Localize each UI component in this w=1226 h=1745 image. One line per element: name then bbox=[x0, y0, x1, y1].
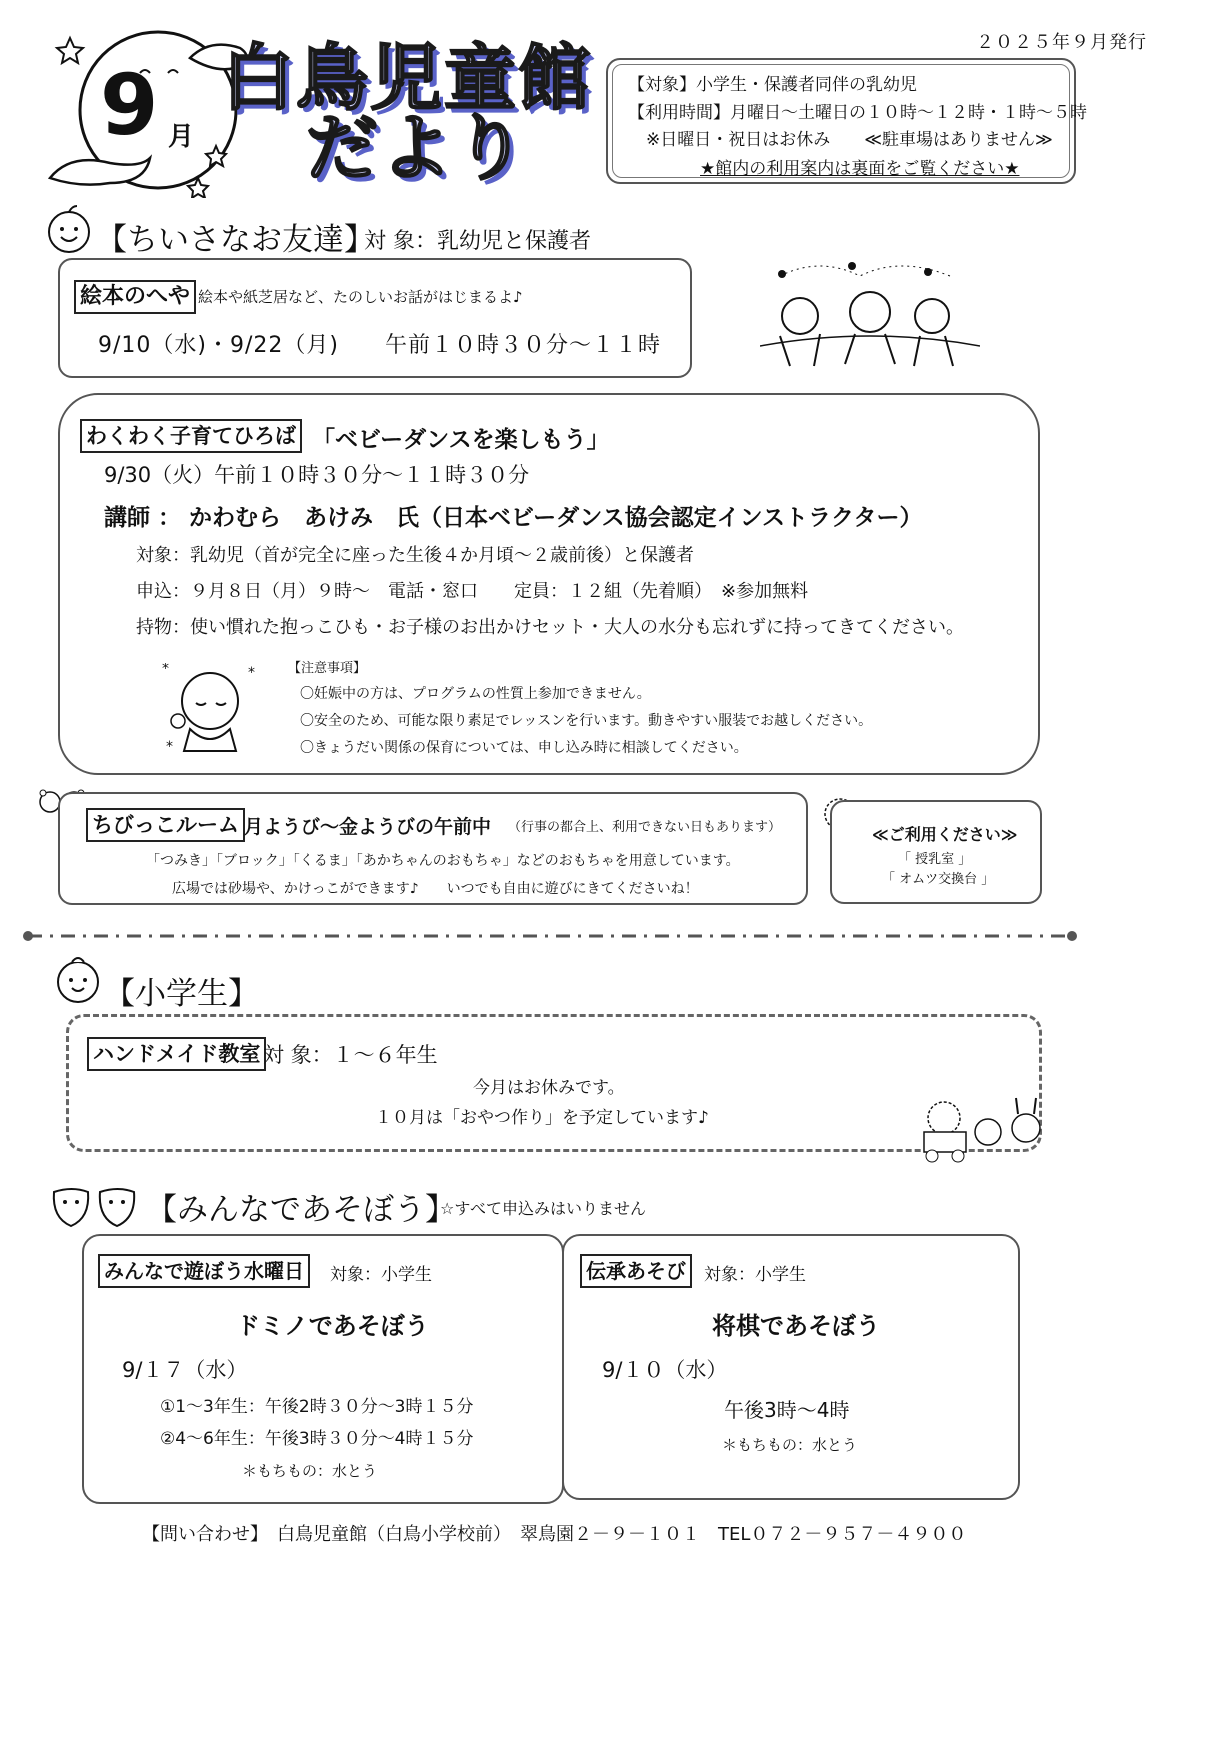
wednesday-time1: ①1～3年生：午後2時３０分～3時１５分 bbox=[160, 1397, 474, 1417]
strawberry-friends-icon bbox=[46, 1178, 142, 1228]
traditional-title: 将棋であそぼう bbox=[712, 1312, 880, 1340]
footer-contact: 【問い合わせ】 白鳥児童館（白鳥小学校前） 翠鳥園２－９－１０１ TEL０７２－９５７－４９００ bbox=[142, 1524, 967, 1545]
baby-illustration bbox=[160, 663, 260, 755]
svg-text:*: * bbox=[162, 663, 169, 677]
traditional-box bbox=[562, 1234, 1020, 1500]
ehon-schedule: 9/10（水)・9/22（月) 午前１０時３０分～１１時 bbox=[98, 333, 661, 358]
wakuwaku-date: 9/30（火）午前１０時３０分～１１時３０分 bbox=[104, 463, 530, 487]
chibikko-note: （行事の都合上、利用できない日もあります） bbox=[508, 820, 782, 835]
wednesday-target: 対象：小学生 bbox=[330, 1265, 432, 1285]
kids-running-illustration bbox=[760, 256, 980, 376]
newsletter-title-line2: だより bbox=[306, 106, 529, 190]
wakuwaku-bring: 持物：使い慣れた抱っこひも・お子様のお出かけセット・大人の水分も忘れずに持ってきてください。 bbox=[136, 617, 964, 638]
note-item: 〇きょうだい関係の保育については、申し込み時に相談してください。 bbox=[300, 740, 748, 756]
svg-text:*: * bbox=[166, 739, 173, 755]
traditional-time: 午後3時～4時 bbox=[724, 1398, 850, 1422]
smiley-apple-icon bbox=[44, 204, 94, 254]
newsletter-title-line1: 白鳥児童館 bbox=[222, 36, 593, 120]
wakuwaku-title: 「ベビーダンスを楽しもう」 bbox=[312, 427, 610, 453]
chibikko-days: 月ようび～金ようびの午前中 bbox=[244, 816, 492, 838]
wakuwaku-apply: 申込：９月８日（月）９時～ 電話・窓口 定員：１２組（先着順） ※参加無料 bbox=[136, 581, 809, 602]
info-hours: 【利用時間】月曜日～土曜日の１０時～１２時・１時～５時 bbox=[628, 103, 1087, 123]
please-use-nursing-room: 「 授乳室 」 bbox=[898, 852, 972, 867]
chibikko-tag: ちびっこルーム bbox=[86, 808, 245, 842]
issue-date: ２０２５年９月発行 bbox=[976, 32, 1147, 53]
traditional-date: 9/１０（水） bbox=[602, 1358, 728, 1382]
traditional-bring: ＊もちもの：水とう bbox=[722, 1436, 858, 1454]
please-use-title: ≪ご利用ください≫ bbox=[872, 825, 1018, 844]
handmade-target: 対 象：１～６年生 bbox=[263, 1043, 438, 1067]
note-item: 〇妊娠中の方は、プログラムの性質上参加できません。 bbox=[300, 686, 651, 702]
month-number: 9 bbox=[100, 56, 159, 154]
section-play-heading: 【みんなであそぼう】 bbox=[146, 1192, 456, 1228]
please-use-box bbox=[830, 800, 1042, 904]
info-guide: ★館内の利用案内は裏面をご覧ください★ bbox=[700, 159, 1020, 179]
handmade-tag: ハンドメイド教室 bbox=[87, 1037, 266, 1071]
ehon-box bbox=[58, 258, 692, 378]
ehon-desc: 絵本や紙芝居など、たのしいお話がはじまるよ♪ bbox=[198, 288, 523, 306]
wednesday-tag: みんなで遊ぼう水曜日 bbox=[98, 1254, 310, 1288]
wakuwaku-target: 対象：乳幼児（首が完全に座った生後４か月頃～２歳前後）と保護者 bbox=[136, 545, 694, 566]
handmade-line2: １０月は「おやつ作り」を予定しています♪ bbox=[375, 1108, 709, 1128]
note-item: 〇安全のため、可能な限り素足でレッスンを行います。動きやすい服装でお越しください。 bbox=[300, 713, 873, 729]
info-holidays: ※日曜日・祝日はお休み ≪駐車場はありません≫ bbox=[646, 130, 1053, 150]
notes-title: 【注意事項】 bbox=[288, 661, 367, 676]
please-use-diaper-table: 「 オムツ交換台 」 bbox=[882, 872, 995, 887]
wednesday-title: ドミノであそぼう bbox=[236, 1312, 429, 1340]
section-elementary-heading: 【小学生】 bbox=[104, 976, 259, 1012]
traditional-tag: 伝承あそび bbox=[580, 1254, 692, 1288]
wakuwaku-lecturer: 講師 ： かわむら あけみ 氏（日本ベビーダンス協会認定インストラクター） bbox=[104, 505, 923, 531]
section-small-target: 対 象：乳幼児と保護者 bbox=[364, 229, 591, 254]
traditional-target: 対象：小学生 bbox=[704, 1265, 806, 1285]
wednesday-date: 9/１７（水） bbox=[122, 1358, 248, 1382]
info-target: 【対象】小学生・保護者同伴の乳幼児 bbox=[628, 75, 917, 95]
section-divider bbox=[20, 928, 1080, 944]
handmade-box bbox=[66, 1014, 1042, 1152]
animals-cart-illustration bbox=[918, 1096, 1050, 1168]
wednesday-box bbox=[82, 1234, 564, 1504]
section-small-heading: 【ちいさなお友達】 bbox=[96, 222, 375, 258]
wakuwaku-box bbox=[58, 393, 1040, 775]
wednesday-bring: ＊もちもの：水とう bbox=[242, 1462, 378, 1480]
svg-text:*: * bbox=[248, 665, 255, 681]
chibikko-line1: 「つみき」「ブロック」「くるま」「あかちゃんのおもちゃ」などのおもちゃを用意しています。 bbox=[146, 853, 740, 869]
chibikko-line2: 広場では砂場や、かけっこができます♪ いつでも自由に遊びにきてくださいね！ bbox=[172, 881, 699, 897]
wednesday-time2: ②4～6年生：午後3時３０分～4時１５分 bbox=[160, 1429, 474, 1449]
section-play-note: ☆すべて申込みはいりません bbox=[440, 1199, 647, 1218]
chibikko-box bbox=[58, 792, 808, 905]
wakuwaku-tag: わくわく子育てひろば bbox=[80, 419, 302, 453]
info-box bbox=[606, 58, 1087, 184]
ehon-tag: 絵本のへや bbox=[74, 280, 196, 314]
handmade-line1: 今月はお休みです。 bbox=[473, 1078, 625, 1098]
orange-face-icon bbox=[52, 952, 104, 1004]
month-unit: 月 bbox=[168, 122, 195, 152]
